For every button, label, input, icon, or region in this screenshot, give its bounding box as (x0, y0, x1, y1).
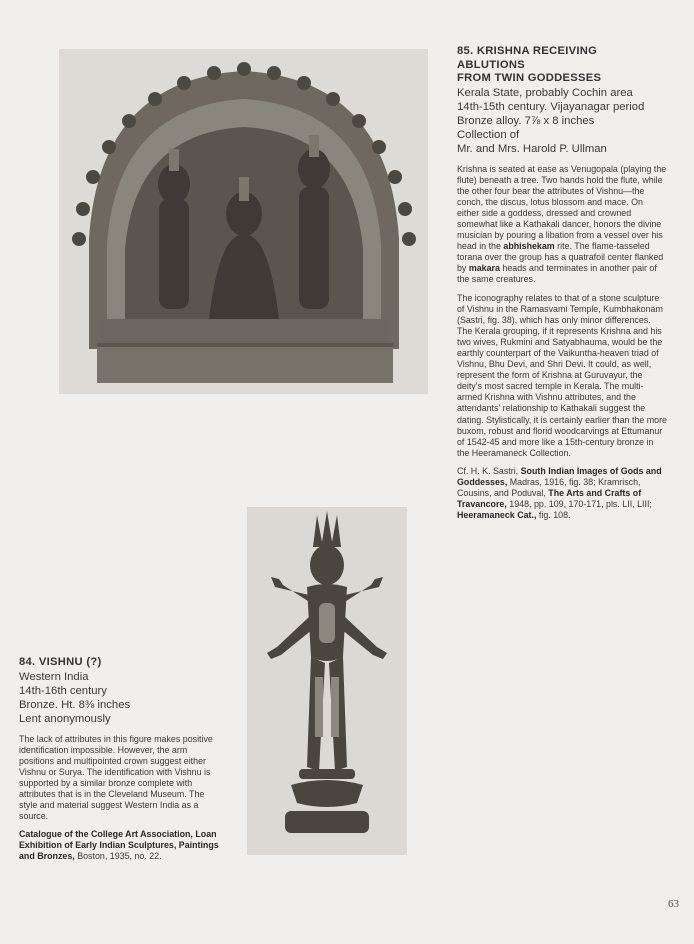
entry-84-details: Western India 14th-16th century Bronze. Ht. 8⅜ inches Lent anonymously (19, 670, 131, 725)
entry-85 (457, 45, 667, 521)
entry-85-iconography: The iconography relates to that of a stone sculpture of Vishnu in the Ramasvami Temple, Kumbhakonam (Sastri, fig. 38), which has only minor differences. The Kerala grouping, if it represents Krishna and his two wives, Rukmini and Satyabhauma, would be the earthly counterpart of the Vaikuntha-heaven triad of Vishnu, Bhu Devi, and Shri Devi. It could, as well, represent the form of Krishna at Guruvayur, the deity's most sacred temple in Kerala. The multi-armed Krishna with Vishnu attributes, and the attendants' relationship to Kathakali suggest the dating. Stylistically, it is certainly earlier than the more buxom, robust and florid woodcarvings at Ettumanur of 1542-45 and more like a 15th-century bronze in the Heeramaneck Collection. (457, 292, 667, 458)
entry-85-title: 85. KRISHNA RECEIVING ABLUTIONS FROM TWIN GODDESSES (457, 45, 602, 84)
entry-84-description: The lack of attributes in this figure makes positive identification impossible. However, the arm positions and multipointed crown suggest either Vishnu or Surya. The identification with Vishnu is supported by a similar bronze complete with attributes that is in the Cleveland Museum. The style and material suggest Western India as a source. (19, 733, 213, 822)
page-number: 63 (668, 898, 679, 910)
entry-84 (19, 656, 224, 863)
entry-85-description: Krishna is seated at ease as Venugopala (playing the flute) beneath a tree. Two hands hold the flute, while the other four bear the attributes of Vishnu—the conch, the discus, lotus blossom and mace. On either side a goddess, dressed and crowned somewhat like a Kathakali dancer, honors the divine musician by pouring a libation from a vessel over his head in the abhishekam rite. The flame-tasseled torana over the group has a quatrafoil center flanked by makara heads and terminates in another pair of the same creatures. (457, 163, 667, 285)
krishna-bronze-photo (59, 49, 428, 394)
vishnu-bronze-photo (247, 507, 407, 855)
entry-85-references: Cf. H. K. Sastri, South Indian Images of Gods and Goddesses, Madras, 1916, fig. 38; Kramrisch, Cousins, and Poduval, The Arts and Crafts of Travancore, 1948, pp. 109, 170-171, pls. LII, LIII; Heeramaneck Cat., fig. 108. (457, 465, 662, 521)
entry-84-references: Catalogue of the College Art Association, Loan Exhibition of Early Indian Sculptures, Paintings and Bronzes, Boston, 1935, no. 22. (19, 829, 219, 862)
entry-85-details: Kerala State, probably Cochin area 14th-15th century. Vijayanagar period Bronze alloy. 7⅞ x 8 inches Collection of Mr. and Mrs. Harold P. Ullman (457, 86, 645, 155)
entry-84-title: 84. VISHNU (?) (19, 656, 102, 668)
